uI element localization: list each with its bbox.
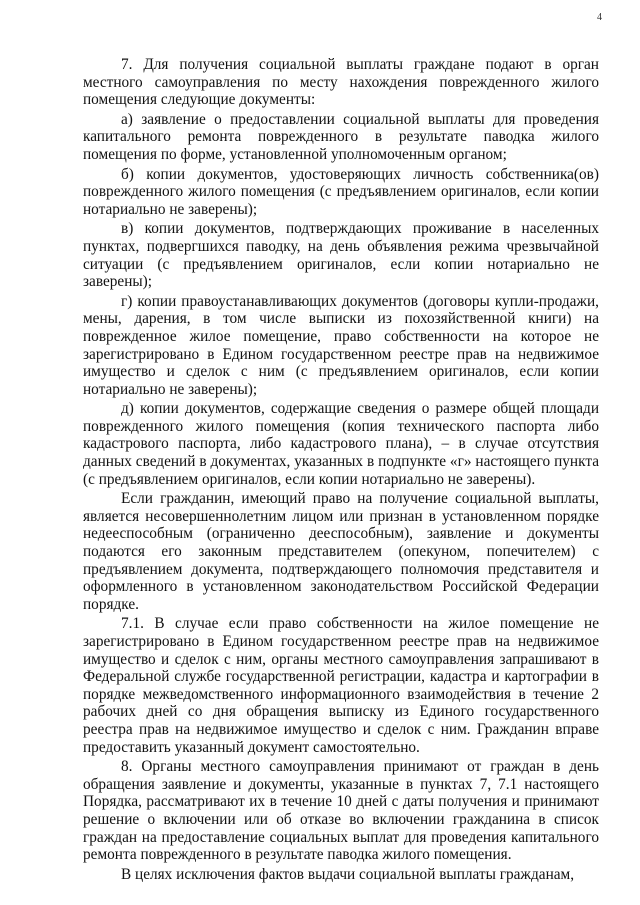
paragraph-representative: Если гражданин, имеющий право на получение социальной выплаты, является несовершеннолетним лицом или признан в установленном порядке недееспособным (ограниченно дееспособным), заявление и документы подаются его законным представителем (опекуном, попечителем) с предъявлением документа, подтверждающего полномочия представителя и оформленного в установленном законодательством Российской Федерации порядке.: [83, 490, 599, 613]
paragraph-7a: а) заявление о предоставлении социальной выплаты для проведения капитального ремонта поврежденного в результате паводка жилого помещения по форме, установленной уполномоченным органом;: [83, 110, 599, 163]
paragraph-exclusion: В целях исключения фактов выдачи социальной выплаты гражданам,: [121, 865, 575, 883]
paragraph-7b: б) копии документов, удостоверяющих личность собственника(ов) поврежденного жилого помещения (с предъявлением оригиналов, если копии нотариально не заверены);: [83, 165, 599, 218]
paragraph-7g: г) копии правоустанавливающих документов (договоры купли-продажи, мены, дарения, в том числе выписки из похозяйственной книги) на поврежденное жилое помещение, право собственности на которое не зарегистрировано в Едином государственном реестре прав на недвижимое имущество и сделок с ним (с предъявлением оригиналов, если копии нотариально не заверены);: [83, 292, 599, 398]
paragraph-7v: в) копии документов, подтверждающих проживание в населенных пунктах, подвергшихся паводку, на день объявления режима чрезвычайной ситуации (с предъявлением оригиналов, если копии нотариально не заверены);: [83, 220, 599, 291]
page-number: 4: [597, 12, 602, 23]
paragraph-7-1: 7.1. В случае если право собственности на жилое помещение не зарегистрировано в Едином государственном реестре прав на недвижимое имущество и сделок с ним, органы местного самоуправления запрашивают в Федеральной службе государственной регистрации, кадастра и картографии в порядке межведомственного информационного взаимодействия в течение 2 рабочих дней со дня обращения выписку из Единого государственного реестра прав на недвижимое имущество и сделок с ним. Гражданин вправе предоставить указанный документ самостоятельно.: [83, 615, 599, 756]
paragraph-8: 8. Органы местного самоуправления принимают от граждан в день обращения заявление и документы, указанные в пунктах 7, 7.1 настоящего Порядка, рассматривают их в течение 10 дней с даты получения и принимают решение о включении или об отказе во включении гражданина в список граждан на предоставление социальных выплат для проведения капитального ремонта поврежденного в результате паводка жилого помещения.: [83, 758, 599, 864]
paragraph-7d: д) копии документов, содержащие сведения о размере общей площади поврежденного жилого помещения (копия технического паспорта либо кадастрового паспорта, либо кадастрового плана), – в случае отсутствия данных сведений в документах, указанных в подпункте «г» настоящего пункта (с предъявлением оригиналов, если копии нотариально не заверены).: [83, 400, 599, 488]
paragraph-7: 7. Для получения социальной выплаты граждане подают в орган местного самоуправления по месту нахождения поврежденного жилого помещения следующие документы:: [83, 56, 599, 109]
document-body: [83, 56, 599, 885]
